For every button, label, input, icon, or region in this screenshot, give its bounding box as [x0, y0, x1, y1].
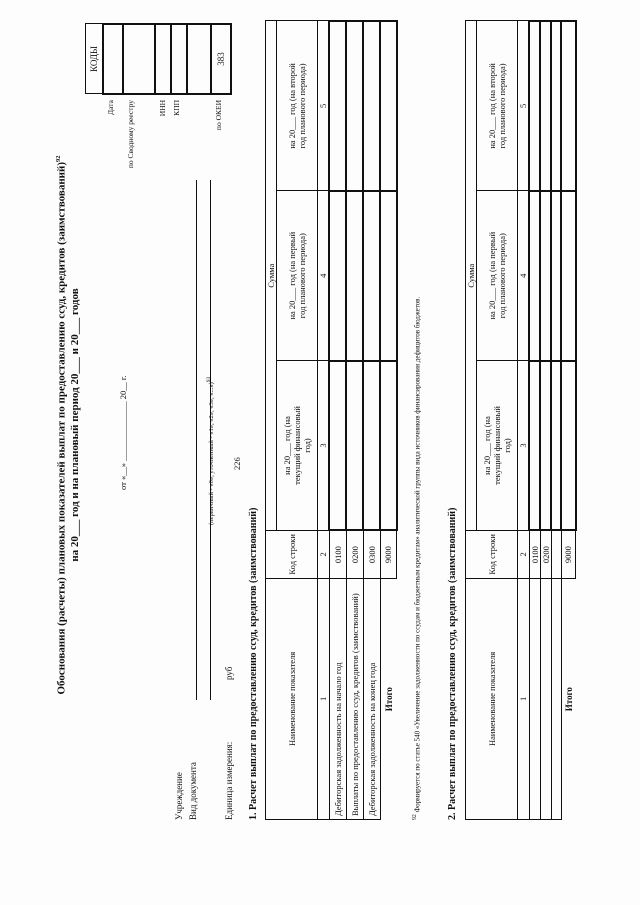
s2-num-4: 4	[518, 191, 530, 361]
s2-row1-code: 0100	[529, 530, 540, 578]
table-row	[329, 21, 346, 820]
s2-header-col3: на 20___ год (на текущий финансовый год)	[477, 361, 518, 531]
s1-row2-code: 0200	[346, 530, 363, 578]
footnote-ref: 92	[412, 814, 418, 820]
section2-title: 2. Расчет выплат по предоставлению ссуд, кредитов (заимствований)	[447, 507, 458, 820]
codes-label-inn: ИНН	[158, 100, 167, 117]
s1-row2-name: Выплаты по предоставлению ссуд, кредитов (заимствований)	[346, 578, 363, 819]
s1-row1-val3[interactable]	[329, 361, 346, 531]
codes-registry-cell[interactable]	[123, 24, 155, 94]
codes-inn-cell[interactable]	[155, 24, 171, 94]
s1-total-label: Итого	[383, 687, 394, 712]
s1-row2-val5[interactable]	[346, 21, 363, 191]
codes-date-cell[interactable]	[103, 24, 123, 94]
table-row	[561, 21, 576, 820]
s2-row-empty-val5[interactable]	[551, 21, 561, 191]
s1-total-val5[interactable]	[380, 21, 397, 191]
section1-title: 1. Расчет выплат по предоставлению ссуд, кредитов (заимствований)	[248, 507, 259, 820]
s1-header-sum: Сумма	[266, 21, 277, 530]
s1-header-col5: на 20___ год (на второй год планового периода)	[277, 21, 318, 191]
doc-type-label: Вид документа	[188, 762, 198, 820]
page-number: 226	[232, 457, 242, 470]
table-row	[529, 21, 540, 820]
s2-row2-name[interactable]	[540, 578, 551, 819]
institution-line	[196, 180, 197, 700]
s1-num-4: 4	[318, 191, 330, 361]
s2-header-col4: на 20___ год (на первый год планового периода)	[477, 191, 518, 361]
s1-header-col3: на 20___ год (на текущий финансовый год)	[277, 361, 318, 531]
s1-row3-val5[interactable]	[363, 21, 380, 191]
s1-num-2: 2	[318, 530, 330, 578]
codes-kpp-cell[interactable]	[171, 24, 187, 94]
s2-row-empty-val3[interactable]	[551, 361, 561, 531]
table-row	[551, 21, 561, 820]
s1-row2-val4[interactable]	[346, 191, 363, 361]
section1-table	[265, 20, 398, 820]
s2-total-label: Итого	[563, 687, 574, 712]
doc-type-hint-text: (первичный - «0», уточненный - «1», «2», «3», «...»)	[208, 382, 216, 525]
s2-row1-val5[interactable]	[529, 21, 540, 191]
s2-row-empty-name[interactable]	[551, 578, 561, 819]
unit-label: Единица измерения:	[224, 741, 234, 820]
section2-table	[465, 20, 577, 820]
s2-header-sum: Сумма	[466, 21, 477, 530]
title-line2: на 20___ год и на плановый период 20___ и 20___ годов	[68, 288, 81, 562]
s1-row3-code: 0300	[363, 530, 380, 578]
s1-row3-val3[interactable]	[363, 361, 380, 531]
table-row	[540, 21, 551, 820]
s2-header-code: Код строки	[466, 530, 518, 578]
s2-row2-val3[interactable]	[540, 361, 551, 531]
codes-box	[85, 23, 232, 95]
table-row	[363, 21, 380, 820]
codes-label-okei: по ОКЕИ	[214, 100, 223, 131]
title-line1: Обоснования (расчеты) плановых показателей выплат по предоставлению ссуд, кредитов (заимствований)	[55, 161, 68, 695]
s1-total-code: 9000	[380, 530, 397, 578]
s1-row1-val4[interactable]	[329, 191, 346, 361]
s2-row1-name[interactable]	[529, 578, 540, 819]
s2-row-empty-val4[interactable]	[551, 191, 561, 361]
s2-row2-code: 0200	[540, 530, 551, 578]
s2-row-empty-code[interactable]	[551, 530, 561, 578]
date-line: от «__» ______________ 20__ г.	[118, 375, 128, 490]
s1-row3-val4[interactable]	[363, 191, 380, 361]
s2-row2-val5[interactable]	[540, 21, 551, 191]
s1-header-code: Код строки	[266, 530, 318, 578]
s1-num-3: 3	[318, 361, 330, 531]
s2-num-2: 2	[518, 530, 530, 578]
s1-num-1: 1	[318, 578, 330, 819]
s1-header-col4: на 20___ год (на первый год планового периода)	[277, 191, 318, 361]
document-title	[52, 95, 82, 755]
unit-value: руб	[224, 666, 234, 680]
s2-num-1: 1	[518, 578, 530, 819]
s1-row1-code: 0100	[329, 530, 346, 578]
s1-total-val3[interactable]	[380, 361, 397, 531]
doc-type-hint	[206, 377, 215, 525]
s2-header-name: Наименование показателя	[466, 578, 518, 819]
s1-row1-name: Дебиторская задолженность на начало год	[329, 578, 346, 819]
footnote	[412, 297, 421, 820]
s1-row1-val5[interactable]	[329, 21, 346, 191]
s1-row3-name: Дебиторская задолженность на конец года	[363, 578, 380, 819]
institution-label: Учреждение	[174, 772, 184, 820]
s1-header-name: Наименование показателя	[266, 578, 318, 819]
s1-total-val4[interactable]	[380, 191, 397, 361]
s2-total-val4[interactable]	[561, 191, 576, 361]
codes-label-kpp: КПП	[172, 100, 181, 116]
codes-label-registry: по Сводному реестру	[126, 100, 135, 169]
s1-num-5: 5	[318, 21, 330, 191]
s2-row1-val3[interactable]	[529, 361, 540, 531]
title-footnote-ref: 92	[55, 155, 62, 162]
s2-row1-val4[interactable]	[529, 191, 540, 361]
s2-header-col5: на 20___ год (на второй год планового периода)	[477, 21, 518, 191]
s2-row2-val4[interactable]	[540, 191, 551, 361]
footnote-text: Формируется по статье 540 «Увеличение задолженности по ссудам и бюджетным кредитам» аналитической группы вида источников финансирования дефицитов бюджетов.	[413, 296, 422, 813]
s1-row2-val3[interactable]	[346, 361, 363, 531]
s2-total-val3[interactable]	[561, 361, 576, 531]
s2-num-3: 3	[518, 361, 530, 531]
codes-header: КОДЫ	[86, 24, 104, 94]
codes-label-date: Дата	[106, 100, 115, 115]
s2-total-val5[interactable]	[561, 21, 576, 191]
doc-type-hint-ref: 93	[206, 376, 212, 383]
s2-total-code: 9000	[561, 530, 576, 578]
table-row	[346, 21, 363, 820]
s2-num-5: 5	[518, 21, 530, 191]
codes-okei-cell[interactable]: 383	[211, 24, 231, 94]
table-row	[380, 21, 397, 820]
codes-blank-cell[interactable]	[187, 24, 211, 94]
